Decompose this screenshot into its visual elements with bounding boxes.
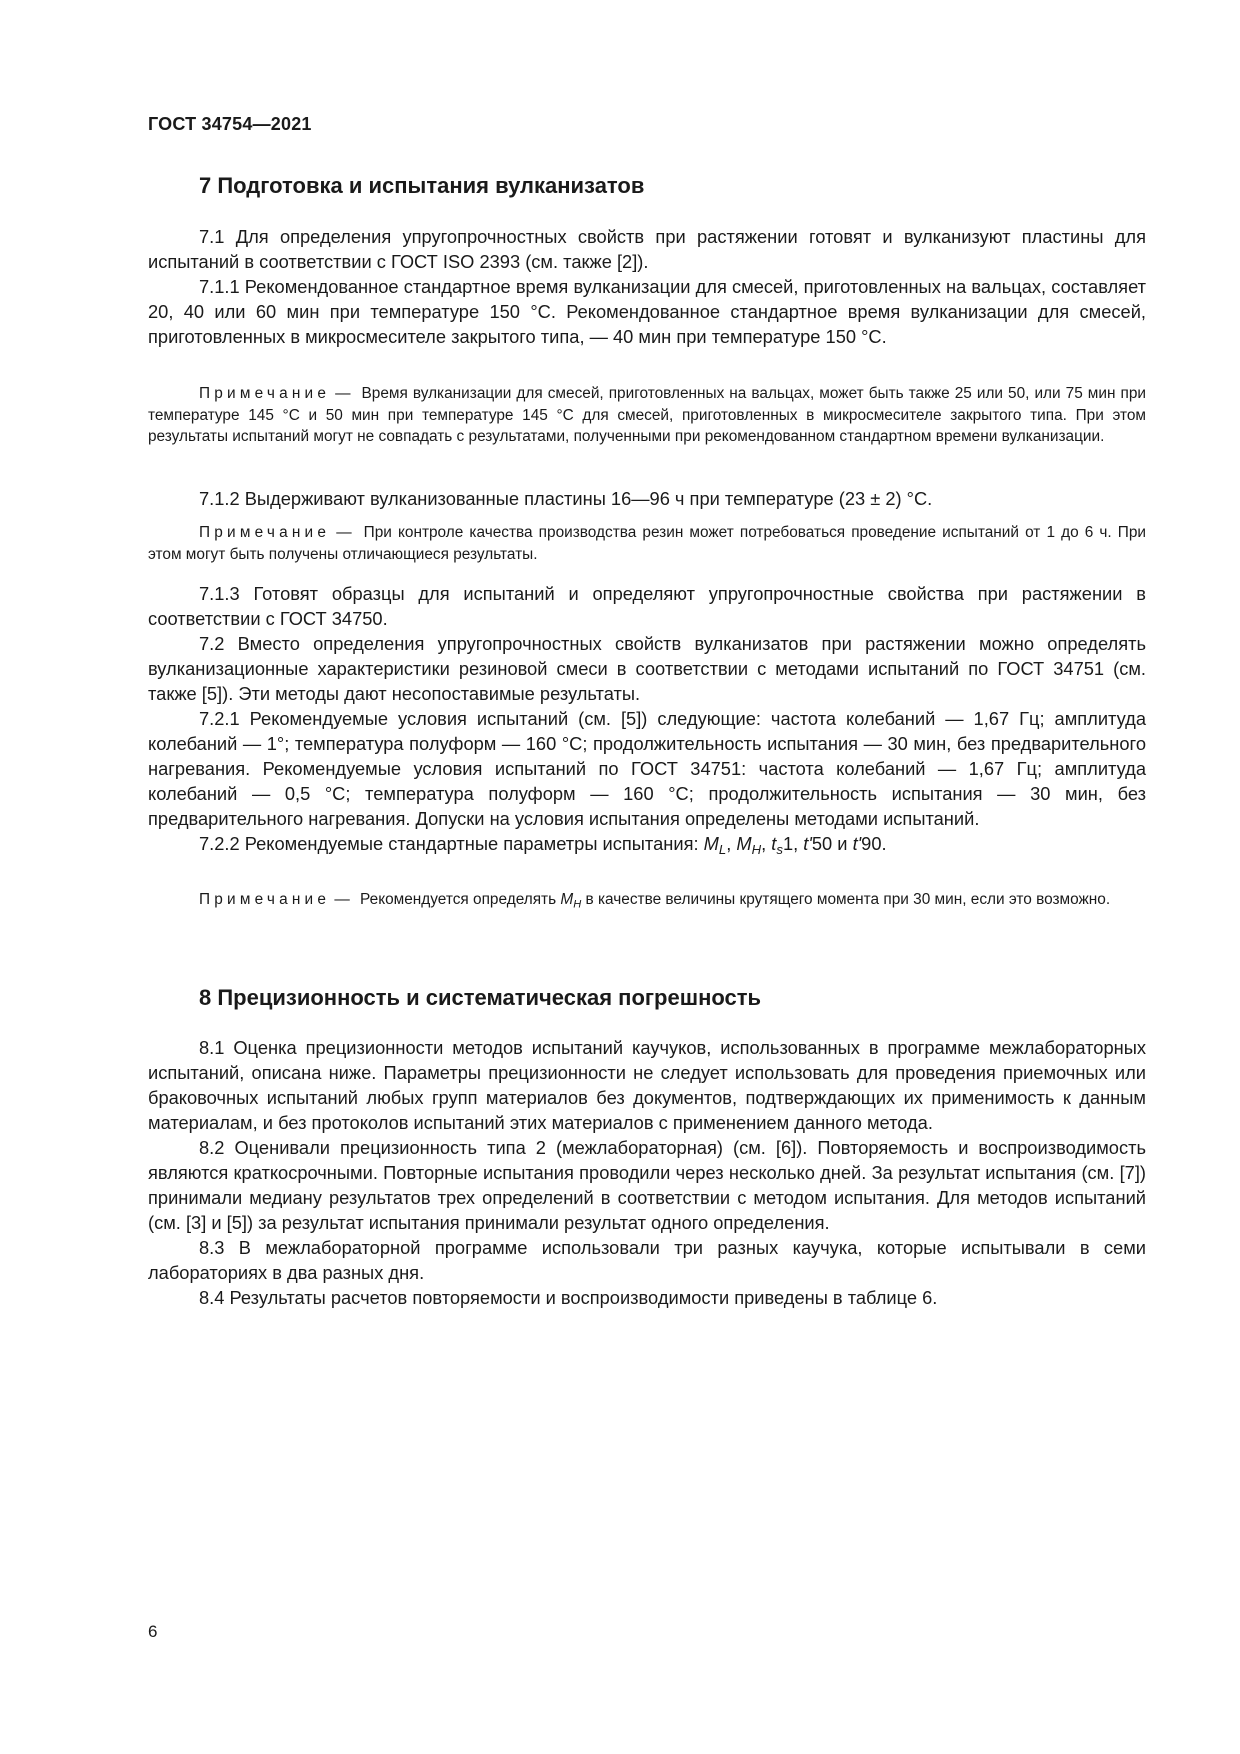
document-page: [148, 0, 1146, 1754]
paragraph-8-4: 8.4 Результаты расчетов повторяемости и воспроизводимости приведены в таблице 6.: [199, 1287, 938, 1308]
note-2-text: При контроле качества производства резин может потребоваться проведение испытаний от 1 до 6 ч. При этом могут быть получены отличающиеся результаты.: [148, 524, 1146, 563]
paragraph-8-2: 8.2 Оценивали прецизионность типа 2 (межлабораторная) (см. [6]). Повторяемость и воспроизводимость являются краткосрочными. Повторные испытания проводили через несколько дней. За результат испытания (см. [7]) принимали медиану результатов трех определений в соответствии с методом испытания. Для методов испытаний (см. [3] и [5]) за результат испытания принимали результат одного определения.: [148, 1137, 1146, 1233]
note-2: [148, 522, 1146, 565]
note-1-text: Время вулканизации для смесей, приготовленных на вальцах, может быть также 25 или 50, или 75 мин при температуре 145 °С и 50 мин при температуре 145 °С для смесей, приготовленных в микросмесителе закрытого типа. При этом результаты испытаний могут не совпадать с результатами, полученными при рекомендованном стандартном времени вулканизации.: [148, 385, 1146, 445]
paragraph-7-2-1: 7.2.1 Рекомендуемые условия испытаний (см. [5]) следующие: частота колебаний — 1,67 Гц; амплитуда колебаний — 1°; температура полуформ — 160 °С; продолжительность испытания — 30 мин, без предварительного нагревания. Рекомендуемые условия испытаний по ГОСТ 34751: частота колебаний — 1,67 Гц; амплитуда колебаний — 0,5 °С; температура полуформ — 160 °С; продолжительность испытания — 30 мин, без предварительного нагревания. Допуски на условия испытания определены методами испытаний.: [148, 708, 1146, 829]
note-3-label: Примечание: [199, 891, 331, 908]
document-code: ГОСТ 34754—2021: [148, 114, 312, 134]
note-1-label: Примечание: [199, 385, 331, 402]
paragraph-7-1: 7.1 Для определения упругопрочностных свойств при растяжении готовят и вулканизуют пластины для испытаний в соответствии с ГОСТ ISO 2393 (см. также [2]).: [148, 226, 1146, 272]
section-7-body-top: [148, 224, 1146, 349]
paragraph-7-1-3: 7.1.3 Готовят образцы для испытаний и определяют упругопрочностные свойства при растяжении в соответствии с ГОСТ 34750.: [148, 583, 1146, 629]
section-8-body: [148, 1035, 1146, 1310]
note-3: Примечание — Рекомендуется определять $M_H$ в качестве величины крутящего момента при 30 мин, если это возможно.: [199, 891, 1111, 911]
page-number: 6: [148, 1622, 158, 1641]
paragraph-7-2: 7.2 Вместо определения упругопрочностных свойств вулканизатов при растяжении можно определять вулканизационные характеристики резиновой смеси в соответствии с методами испытаний по ГОСТ 34751 (см. также [5]). Эти методы дают несопоставимые результаты.: [148, 633, 1146, 704]
note-2-dash: —: [336, 524, 352, 541]
note-1: [148, 383, 1146, 448]
section-8-title: 8 Прецизионность и систематическая погрешность: [199, 985, 762, 1010]
paragraph-7-1-2: 7.1.2 Выдерживают вулканизованные пластины 16—96 ч при температуре (23 ± 2) °С.: [199, 488, 933, 509]
paragraph-8-1: 8.1 Оценка прецизионности методов испытаний каучуков, использованных в программе межлабораторных испытаний, описана ниже. Параметры прецизионности не следует использовать для проведения приемочных или браковочных испытаний любых групп материалов без документов, подтверждающих их применимость к данным материалам, и без протоколов испытаний этих материалов с применением данного метода.: [148, 1037, 1146, 1133]
section-7-body-mid: [148, 581, 1146, 856]
paragraph-7-1-1: 7.1.1 Рекомендованное стандартное время вулканизации для смесей, приготовленных на вальцах, составляет 20, 40 или 60 мин при температуре 150 °С. Рекомендованное стандартное время вулканизации для смесей, приготовленных в микросмесителе закрытого типа, — 40 мин при температуре 150 °С.: [148, 276, 1146, 347]
paragraph-7-1-2-block: [148, 486, 1146, 511]
paragraph-8-3: 8.3 В межлабораторной программе использовали три разных каучука, которые испытывали в семи лабораториях в два разных дня.: [148, 1237, 1146, 1283]
note-1-dash: —: [335, 385, 351, 402]
note-3-dash: —: [334, 891, 350, 908]
paragraph-7-2-2: 7.2.2 Рекомендуемые стандартные параметры испытания: $M_L$, $M_H$, $t_s1$, t'50 и t'90.: [199, 833, 887, 857]
section-7-title: 7 Подготовка и испытания вулканизатов: [199, 173, 645, 198]
note-2-label: Примечание: [199, 524, 331, 541]
